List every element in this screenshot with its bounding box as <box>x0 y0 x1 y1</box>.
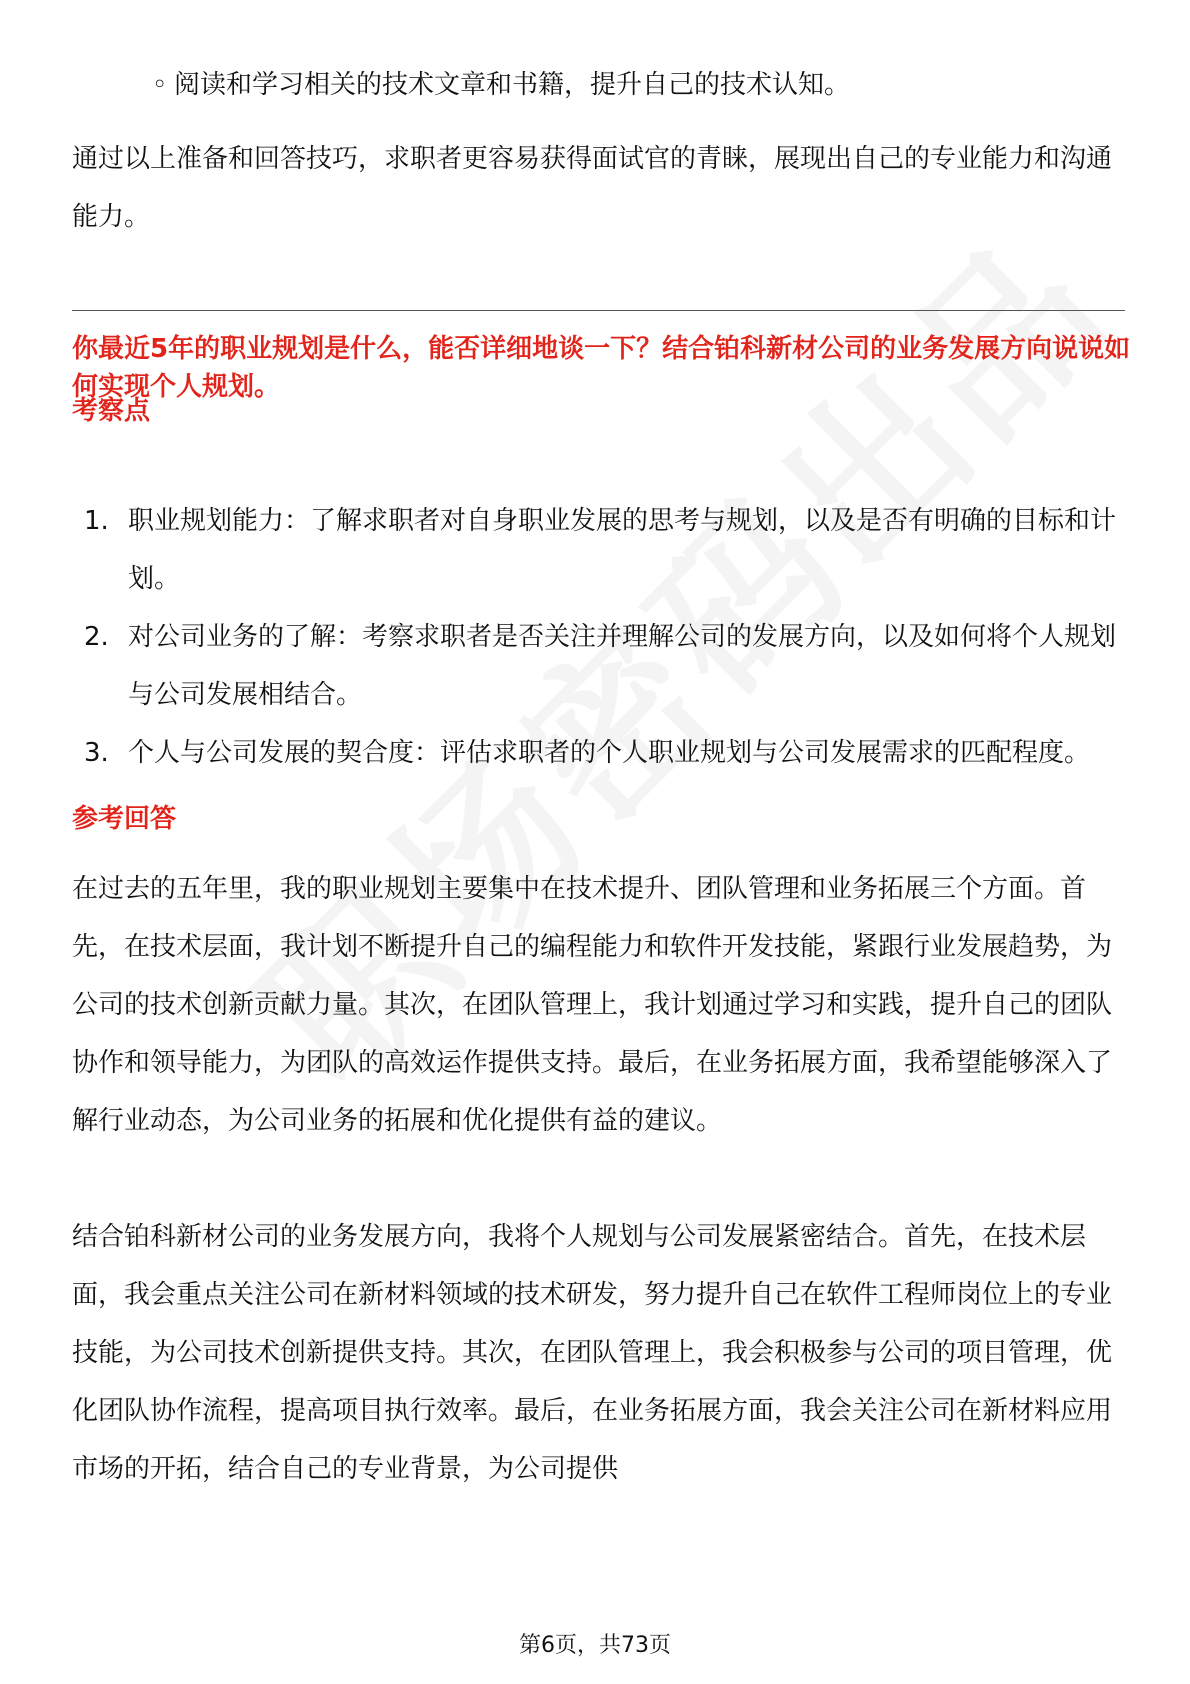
list-number: 3. <box>84 738 109 768</box>
list-item <box>72 492 1132 608</box>
intro-paragraph: 通过以上准备和回答技巧，求职者更容易获得面试官的青睐，展现出自己的专业能力和沟通能力。 <box>72 144 1113 232</box>
section-divider <box>72 310 1125 311</box>
list-item <box>72 724 1132 782</box>
list-item <box>72 608 1132 724</box>
list-item-text: 个人与公司发展的契合度：评估求职者的个人职业规划与公司发展需求的匹配程度。 <box>128 738 1091 768</box>
list-item-text: 对公司业务的了解：考察求职者是否关注并理解公司的发展方向，以及如何将个人规划与公司发展相结合。 <box>128 622 1117 710</box>
hollow-bullet-icon: ◦ <box>152 70 168 100</box>
answer-paragraph: 在过去的五年里，我的职业规划主要集中在技术提升、团队管理和业务拓展三个方面。首先，在技术层面，我计划不断提升自己的编程能力和软件开发技能，紧跟行业发展趋势，为公司的技术创新贡献力量。其次，在团队管理上，我计划通过学习和实践，提升自己的团队协作和领导能力，为团队的高效运作提供支持。最后，在业务拓展方面，我希望能够深入了解行业动态，为公司业务的拓展和优化提供有益的建议。 <box>72 874 1113 1136</box>
examine-points-list <box>72 492 1132 782</box>
sub-bullet-item <box>152 62 850 108</box>
list-item-text: 职业规划能力：了解求职者对自身职业发展的思考与规划，以及是否有明确的目标和计划。 <box>128 506 1117 594</box>
question-heading: 你最近5年的职业规划是什么，能否详细地谈一下？结合铂科新材公司的业务发展方向说说如何实现个人规划。 <box>72 334 1131 402</box>
page-number-footer: 第6页，共73页 <box>519 1633 671 1658</box>
list-number: 1. <box>84 506 109 536</box>
list-number: 2. <box>84 622 109 652</box>
answer-paragraph: 结合铂科新材公司的业务发展方向，我将个人规划与公司发展紧密结合。首先，在技术层面，我会重点关注公司在新材料领域的技术研发，努力提升自己在软件工程师岗位上的专业技能，为公司技术创新提供支持。其次，在团队管理上，我会积极参与公司的项目管理，优化团队协作流程，提高项目执行效率。最后，在业务拓展方面，我会关注公司在新材料应用市场的开拓，结合自己的专业背景，为公司提供 <box>72 1222 1113 1484</box>
examine-points-title: 考察点 <box>72 396 151 426</box>
sub-bullet-text: 阅读和学习相关的技术文章和书籍，提升自己的技术认知。 <box>174 70 851 100</box>
reference-answer-title: 参考回答 <box>72 804 177 834</box>
